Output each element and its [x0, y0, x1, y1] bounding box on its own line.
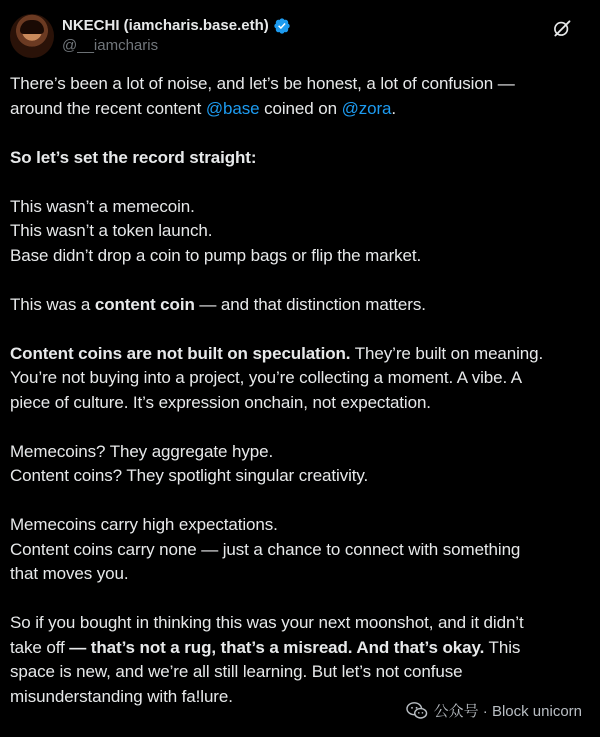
- text-segment: coined on: [259, 98, 342, 118]
- text-line: Memecoins carry high expectations.: [10, 515, 278, 534]
- text-bold: Content coins are not built on speculation.: [10, 343, 351, 363]
- text-segment: take off: [10, 637, 70, 657]
- handle[interactable]: @__iamcharis: [62, 37, 159, 54]
- paragraph-7: [10, 513, 588, 587]
- watermark-text: 公众号 · Block unicorn: [433, 703, 582, 720]
- text-line: piece of culture. It’s expression onchain, not expectation.: [10, 392, 431, 412]
- paragraph-5: [10, 342, 588, 416]
- text-line: So if you bought in thinking this was your next moonshot, and it didn’t: [10, 613, 524, 632]
- text-line: [10, 293, 588, 318]
- display-name[interactable]: NKECHI (iamcharis.base.eth): [62, 17, 269, 34]
- text-line: [10, 342, 588, 367]
- text-segment: This: [484, 637, 521, 657]
- paragraph-4: [10, 293, 588, 318]
- text-line: Content coins? They spotlight singular creativity.: [10, 466, 369, 485]
- avatar[interactable]: [10, 14, 54, 58]
- paragraph-8: [10, 611, 588, 709]
- text-line: that moves you.: [10, 564, 129, 583]
- wechat-icon: [406, 701, 428, 721]
- text-line: This wasn’t a memecoin.: [10, 196, 195, 216]
- text-line: Base didn’t drop a coin to pump bags or flip the market.: [10, 245, 422, 265]
- mention-base-link[interactable]: @base: [205, 98, 260, 118]
- text-bold: — that’s not a rug, that’s a misread. And that’s okay.: [69, 637, 485, 657]
- text-line: Memecoins? They aggregate hype.: [10, 441, 274, 461]
- text-segment: around the recent content: [10, 98, 206, 118]
- author-identity: [62, 14, 552, 55]
- watermark: [406, 700, 582, 721]
- paragraph-1: [10, 72, 588, 121]
- text-line: This wasn’t a token launch.: [10, 221, 213, 240]
- text-line: There’s been a lot of noise, and let’s be honest, a lot of confusion —: [10, 74, 515, 93]
- text-line: Content coins carry none — just a chance to connect with something: [10, 539, 521, 559]
- text-segment: They’re built on meaning.: [350, 343, 544, 363]
- paragraph-3: [10, 195, 588, 269]
- post-header: [10, 14, 588, 66]
- paragraph-2: [10, 146, 588, 171]
- text-line: So let’s set the record straight:: [10, 147, 257, 167]
- text-line: [10, 636, 588, 661]
- name-row: [62, 16, 552, 35]
- text-bold: content coin: [94, 294, 195, 314]
- text-line: misunderstanding with fa!lure.: [10, 686, 233, 706]
- verified-badge-icon: [273, 17, 291, 35]
- text-line: space is new, and we’re all still learning. But let’s not confuse: [10, 662, 463, 681]
- text-line: [10, 97, 588, 122]
- text-segment: — and that distinction matters.: [194, 294, 426, 314]
- mention-zora-link[interactable]: @zora: [341, 98, 392, 118]
- paragraph-6: [10, 440, 588, 489]
- grok-icon[interactable]: [552, 18, 572, 38]
- text-line: You’re not buying into a project, you’re collecting a moment. A vibe. A: [10, 368, 523, 387]
- text-segment: .: [391, 98, 397, 118]
- post-text: [10, 72, 588, 709]
- text-segment: This was a: [10, 294, 95, 314]
